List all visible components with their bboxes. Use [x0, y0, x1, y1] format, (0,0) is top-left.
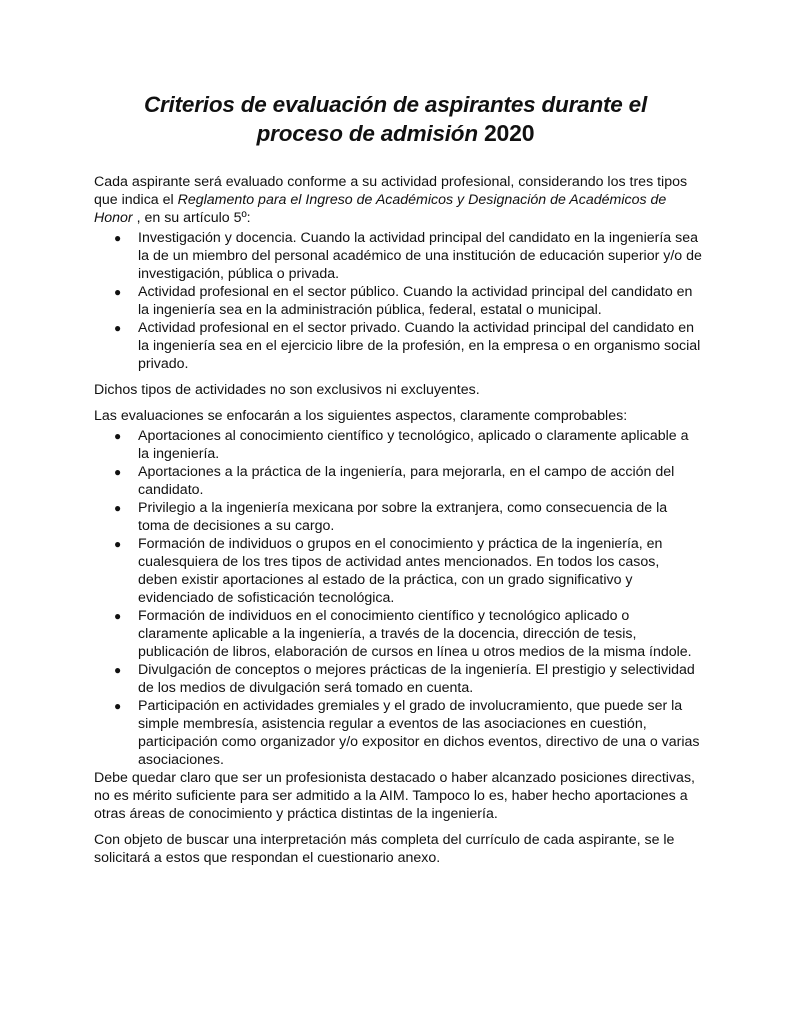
list-item-text: Formación de individuos o grupos en el conocimiento y práctica de la ingeniería, en cualesquiera de los tres tipos de actividad antes mencionados. En todos los casos, deben existir aportaciones al estado de la práctica, con un grado significativo y evidenciado de sofisticación tecnológica. [138, 536, 663, 606]
list-item-text: Investigación y docencia. Cuando la actividad principal del candidato en la ingeniería sea la de un miembro del personal académico de una institución de educación superior y/o de investigación, pública o privada. [138, 230, 702, 282]
list-item-text: Aportaciones al conocimiento científico y tecnológico, aplicado o claramente aplicable a la ingeniería. [138, 428, 689, 462]
page-title [60, 90, 731, 148]
bullet-icon: ● [114, 465, 122, 479]
bullet-icon: ● [114, 537, 122, 551]
intro-paragraph [94, 173, 702, 227]
list-item [94, 463, 702, 499]
not-exclusive-paragraph: Dichos tipos de actividades no son exclusivos ni excluyentes. [94, 382, 480, 398]
list-item [94, 661, 702, 697]
list-item-text: Actividad profesional en el sector público. Cuando la actividad principal del candidato en la ingeniería sea en la administración pública, federal, estatal o municipal. [138, 284, 693, 318]
bullet-icon: ● [114, 609, 122, 623]
list-item [94, 427, 702, 463]
list-item [94, 319, 702, 373]
title-year: 2020 [483, 120, 535, 146]
clarification-paragraph: Debe quedar claro que ser un profesionista destacado o haber alcanzado posiciones directivas, no es mérito suficiente para ser admitido a la AIM. Tampoco lo es, haber hecho aportaciones a otras áreas de conocimiento y práctica distintas de la ingeniería. [94, 770, 695, 822]
list-item [94, 697, 702, 769]
list-item-text: Aportaciones a la práctica de la ingeniería, para mejorarla, en el campo de acción del candidato. [138, 464, 675, 498]
bullet-icon: ● [114, 321, 122, 335]
bullet-icon: ● [114, 429, 122, 443]
bullet-icon: ● [114, 699, 122, 713]
intro-article: , en su artículo 5º: [132, 210, 251, 226]
list-item [94, 229, 702, 283]
aspects-intro-paragraph: Las evaluaciones se enfocarán a los siguientes aspectos, claramente comprobables: [94, 408, 628, 424]
list-item-text: Formación de individuos en el conocimiento científico y tecnológico aplicado o claramente aplicable a la ingeniería, a través de la docencia, dirección de tesis, publicación de libros, elaboración de cursos en línea u otros medios de la misma índole. [138, 608, 692, 660]
activity-types-list [94, 229, 702, 373]
list-item [94, 607, 702, 661]
bullet-icon: ● [114, 501, 122, 515]
title-line-2: proceso de admisión [256, 121, 478, 146]
list-item-text: Actividad profesional en el sector privado. Cuando la actividad principal del candidato en la ingeniería sea en el ejercicio libre de la profesión, en la empresa o en organismo social privado. [138, 320, 701, 372]
list-item [94, 535, 702, 607]
list-item [94, 283, 702, 319]
regulation-title: Reglamento para el Ingreso de Académicos y Designación de Académicos de Honor [94, 192, 667, 226]
document-body [94, 173, 702, 867]
list-item-text: Divulgación de conceptos o mejores prácticas de la ingeniería. El prestigio y selectividad de los medios de divulgación será tomado en cuenta. [138, 662, 695, 696]
list-item [94, 499, 702, 535]
bullet-icon: ● [114, 663, 122, 677]
bullet-icon: ● [114, 285, 122, 299]
list-item-text: Privilegio a la ingeniería mexicana por sobre la extranjera, como consecuencia de la toma de decisiones a su cargo. [138, 500, 668, 534]
closing-paragraph: Con objeto de buscar una interpretación más completa del currículo de cada aspirante, se le solicitará a estos que respondan el cuestionario anexo. [94, 832, 675, 866]
title-line-1: Criterios de evaluación de aspirantes durante el [143, 92, 648, 117]
list-item-text: Participación en actividades gremiales y el grado de involucramiento, que puede ser la simple membresía, asistencia regular a eventos de las asociaciones en cuestión, participación como organizador y/o expositor en dichos eventos, directivo de una o varias asociaciones. [138, 698, 700, 768]
intro-text: Cada aspirante será evaluado conforme a su actividad profesional, considerando los tres tipos que indica el [94, 174, 688, 208]
bullet-icon: ● [114, 231, 122, 245]
evaluation-aspects-list [94, 427, 702, 769]
